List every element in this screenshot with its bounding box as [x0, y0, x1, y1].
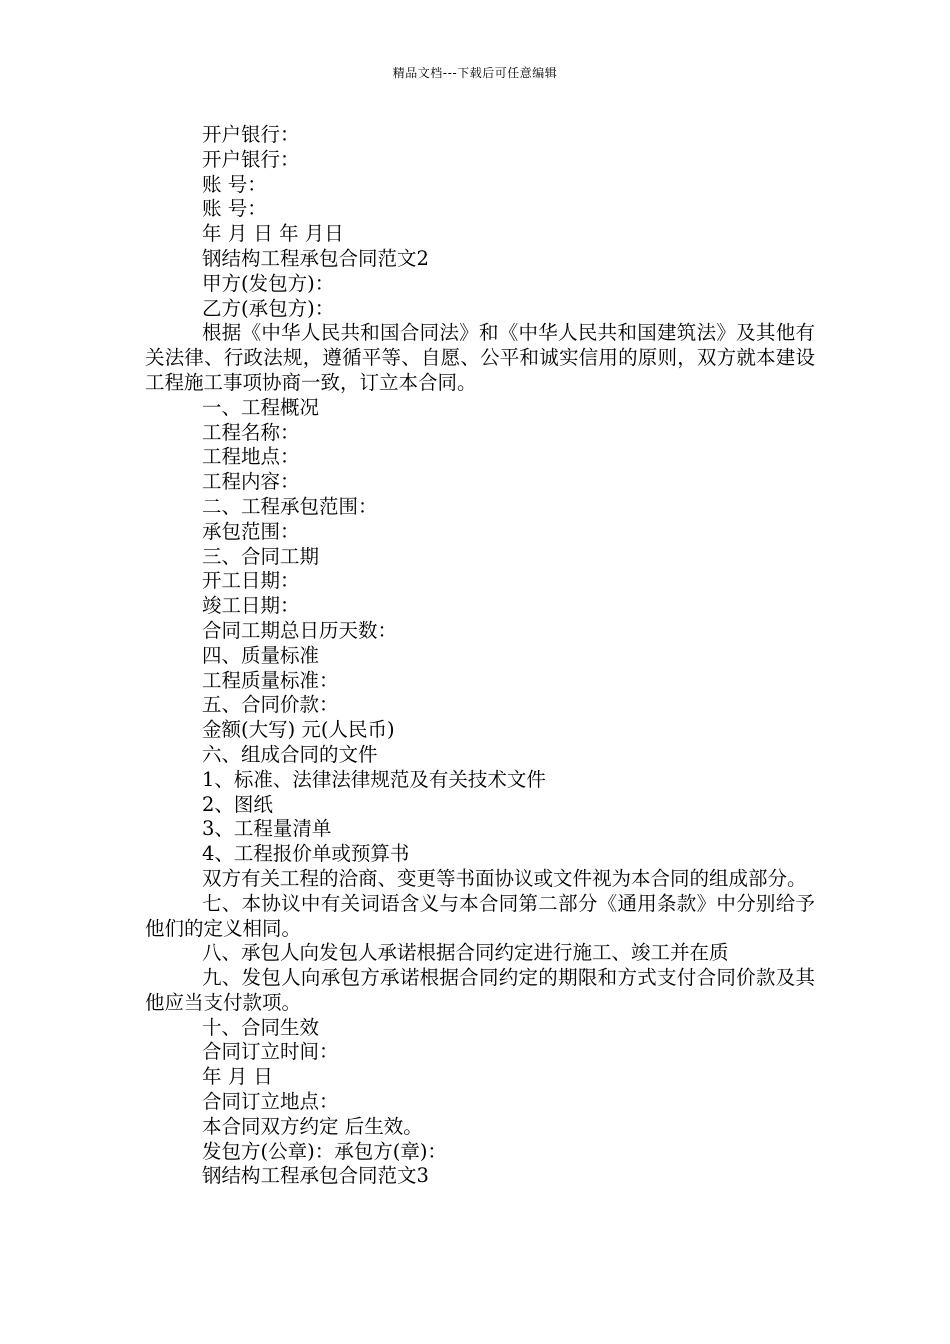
paragraph: 本合同双方约定 后生效。 [202, 1114, 423, 1138]
paragraph: 工程内容： [202, 470, 300, 494]
paragraph: 年 月 日 [202, 1065, 273, 1089]
list-item: 4、工程报价单或预算书 [202, 842, 410, 866]
paragraph: 甲方(发包方)： [202, 271, 335, 295]
heading: 四、质量标准 [202, 643, 320, 667]
paragraph: 开户银行： [202, 147, 300, 171]
paragraph: 合同订立时间： [202, 1040, 339, 1064]
heading: 三、合同工期 [202, 544, 320, 568]
paragraph: 工程名称： [202, 420, 300, 444]
heading: 一、工程概况 [202, 395, 320, 419]
paragraph: 金额(大写) 元(人民币) [202, 718, 395, 742]
paragraph: 合同工期总日历天数： [202, 618, 398, 642]
heading: 六、组成合同的文件 [202, 742, 378, 766]
paragraph: 七、本协议中有关词语含义与本合同第二部分《通用条款》中分别给予他们的定义相同。 [145, 891, 815, 940]
section-title: 钢结构工程承包合同范文2 [202, 246, 429, 270]
paragraph: 账 号： [202, 172, 267, 196]
paragraph: 八、承包人向发包人承诺根据合同约定进行施工、竣工并在质 [202, 941, 729, 965]
paragraph: 九、发包人向承包方承诺根据合同约定的期限和方式支付合同价款及其他应当支付款项。 [145, 966, 815, 1014]
list-item: 1、标准、法律法律规范及有关技术文件 [202, 767, 546, 791]
paragraph: 竣工日期： [202, 594, 300, 618]
paragraph: 开户银行： [202, 123, 300, 146]
paragraph: 发包方(公章)：承包方(章)： [202, 1139, 447, 1163]
heading: 十、合同生效 [202, 1015, 320, 1039]
heading: 五、合同价款： [202, 693, 339, 717]
paragraph: 双方有关工程的洽商、变更等书面协议或文件视为本合同的组成部分。 [202, 866, 807, 890]
paragraph: 乙方(承包方)： [202, 296, 335, 320]
list-item: 2、图纸 [202, 792, 273, 816]
page-header: 精品文档---下载后可任意编辑 [392, 66, 558, 80]
paragraph: 根据《中华人民共和国合同法》和《中华人民共和国建筑法》及其他有关法律、行政法规，遵循平等、自愿、公平和诚实信用的原则，双方就本建设工程施工事项协商一致，订立本合同。 [145, 321, 815, 394]
list-item: 3、工程量清单 [202, 817, 332, 841]
heading: 二、工程承包范围： [202, 494, 378, 518]
paragraph: 年 月 日 年 月日 [202, 222, 344, 246]
paragraph: 账 号： [202, 197, 267, 221]
paragraph: 承包范围： [202, 519, 300, 543]
paragraph: 工程地点： [202, 445, 300, 469]
paragraph: 合同订立地点： [202, 1090, 339, 1114]
paragraph: 工程质量标准： [202, 668, 339, 692]
document-body [145, 123, 815, 1189]
paragraph: 开工日期： [202, 569, 300, 593]
section-title: 钢结构工程承包合同范文3 [202, 1164, 429, 1188]
